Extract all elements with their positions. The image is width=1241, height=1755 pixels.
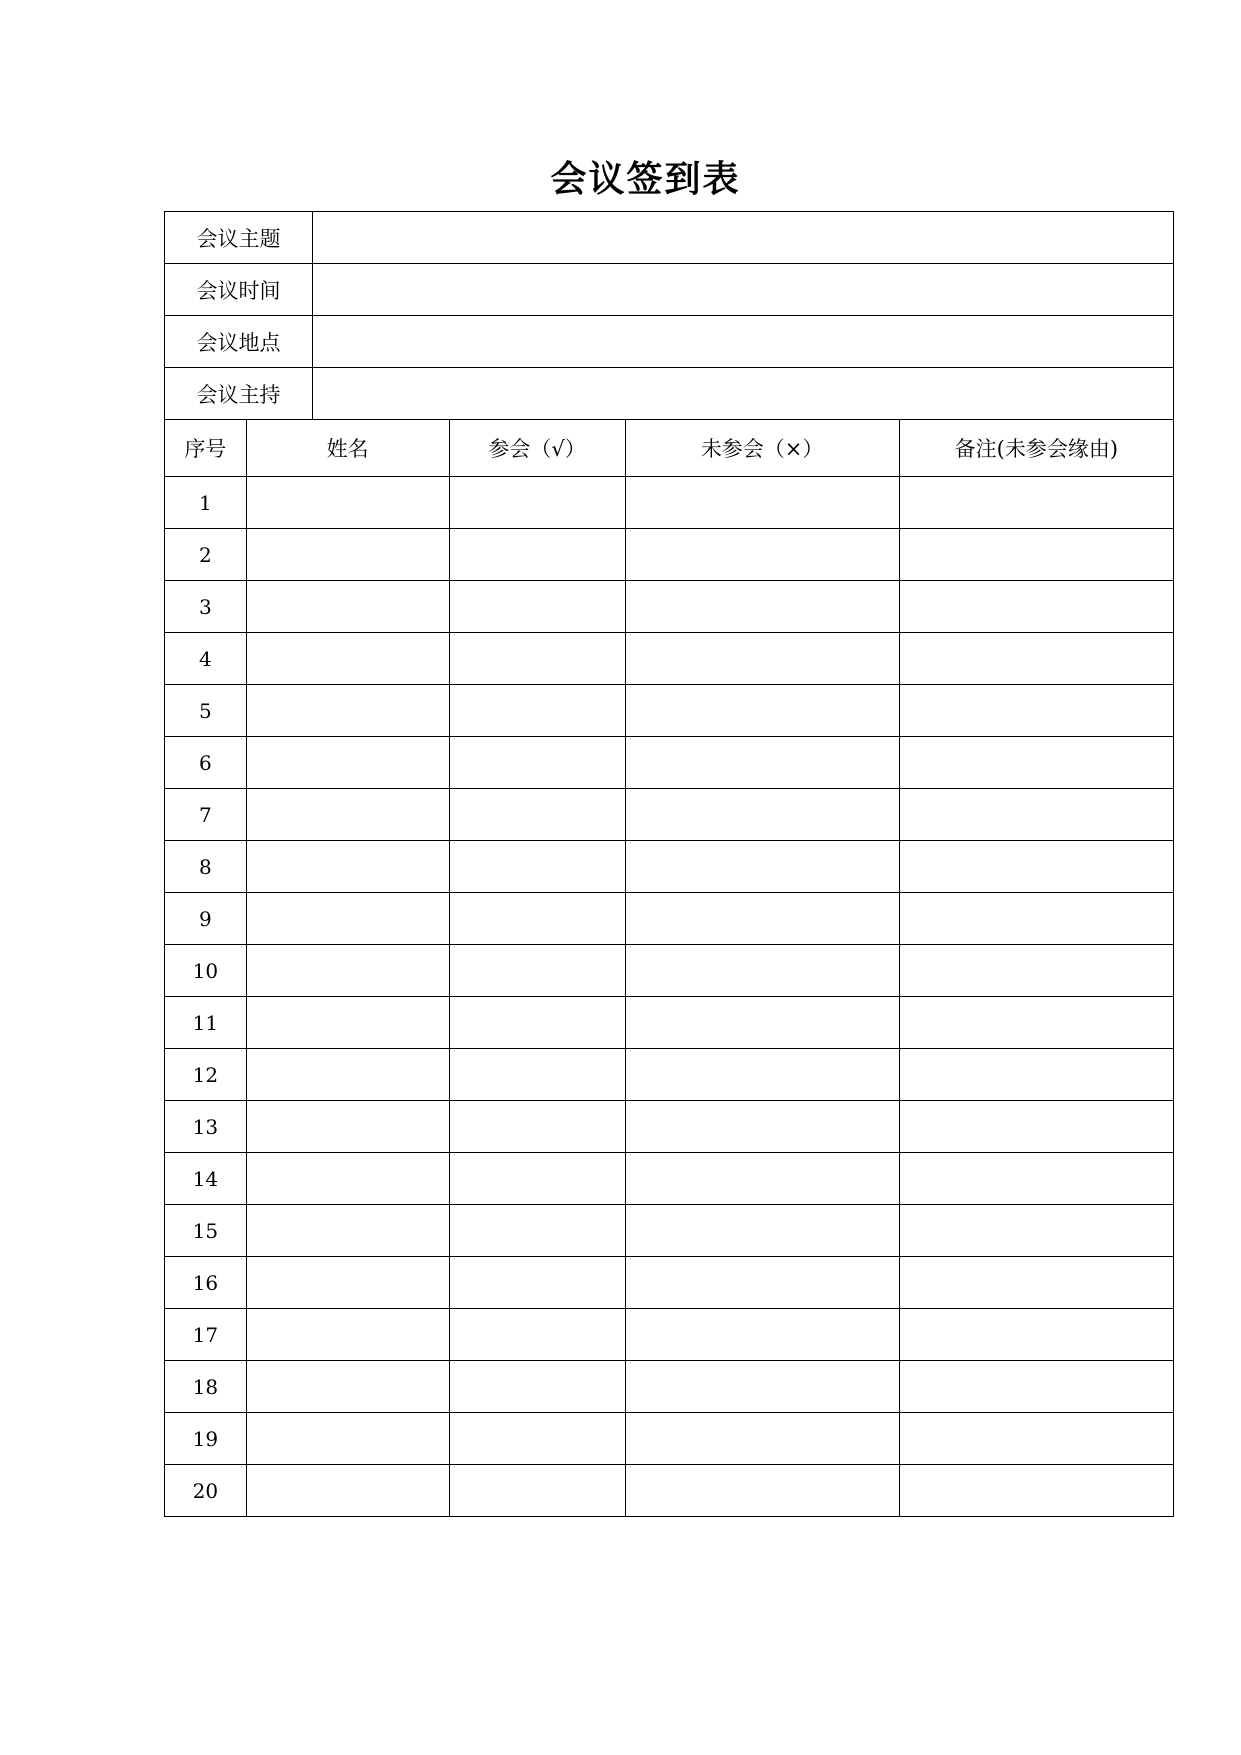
- note-cell[interactable]: [899, 477, 1173, 529]
- present-cell[interactable]: [449, 1049, 625, 1101]
- present-cell[interactable]: [449, 997, 625, 1049]
- absent-cell[interactable]: [625, 1101, 899, 1153]
- absent-cell[interactable]: [625, 685, 899, 737]
- meeting-info-table: [164, 211, 1174, 420]
- note-cell[interactable]: [899, 1413, 1173, 1465]
- table-row: [165, 1465, 1174, 1517]
- name-cell[interactable]: [246, 945, 449, 997]
- absent-cell[interactable]: [625, 1153, 899, 1205]
- note-cell[interactable]: [899, 1153, 1173, 1205]
- present-cell[interactable]: [449, 945, 625, 997]
- row-number-cell: 15: [165, 1205, 247, 1257]
- absent-cell[interactable]: [625, 581, 899, 633]
- absent-cell[interactable]: [625, 529, 899, 581]
- present-cell[interactable]: [449, 1413, 625, 1465]
- info-label-location: 会议地点: [165, 316, 313, 368]
- note-cell[interactable]: [899, 581, 1173, 633]
- table-header-row: [165, 420, 1174, 477]
- row-number-cell: 14: [165, 1153, 247, 1205]
- name-cell[interactable]: [246, 1205, 449, 1257]
- info-value-host[interactable]: [313, 368, 1174, 420]
- row-number-cell: 17: [165, 1309, 247, 1361]
- table-row: [165, 477, 1174, 529]
- signin-table: [164, 419, 1174, 1517]
- name-cell[interactable]: [246, 1101, 449, 1153]
- name-cell[interactable]: [246, 529, 449, 581]
- name-cell[interactable]: [246, 1413, 449, 1465]
- column-header-number: 序号: [165, 420, 247, 477]
- note-cell[interactable]: [899, 1257, 1173, 1309]
- present-cell[interactable]: [449, 789, 625, 841]
- absent-cell[interactable]: [625, 633, 899, 685]
- info-row-host: [165, 368, 1174, 420]
- note-cell[interactable]: [899, 893, 1173, 945]
- row-number-cell: 3: [165, 581, 247, 633]
- table-row: [165, 633, 1174, 685]
- info-row-time: [165, 264, 1174, 316]
- note-cell[interactable]: [899, 789, 1173, 841]
- absent-cell[interactable]: [625, 893, 899, 945]
- note-cell[interactable]: [899, 1101, 1173, 1153]
- table-row: [165, 1361, 1174, 1413]
- name-cell[interactable]: [246, 737, 449, 789]
- table-row: [165, 945, 1174, 997]
- table-row: [165, 893, 1174, 945]
- table-row: [165, 1309, 1174, 1361]
- table-row: [165, 737, 1174, 789]
- table-row: [165, 1101, 1174, 1153]
- present-cell[interactable]: [449, 1257, 625, 1309]
- absent-cell[interactable]: [625, 477, 899, 529]
- present-cell[interactable]: [449, 685, 625, 737]
- name-cell[interactable]: [246, 789, 449, 841]
- info-label-topic: 会议主题: [165, 212, 313, 264]
- name-cell[interactable]: [246, 997, 449, 1049]
- present-cell[interactable]: [449, 893, 625, 945]
- present-cell[interactable]: [449, 1361, 625, 1413]
- row-number-cell: 8: [165, 841, 247, 893]
- column-header-name: 姓名: [246, 420, 449, 477]
- table-row: [165, 789, 1174, 841]
- present-cell[interactable]: [449, 841, 625, 893]
- absent-cell[interactable]: [625, 737, 899, 789]
- info-value-topic[interactable]: [313, 212, 1174, 264]
- absent-cell[interactable]: [625, 1205, 899, 1257]
- row-number-cell: 1: [165, 477, 247, 529]
- table-row: [165, 685, 1174, 737]
- name-cell[interactable]: [246, 685, 449, 737]
- absent-cell[interactable]: [625, 789, 899, 841]
- row-number-cell: 2: [165, 529, 247, 581]
- table-row: [165, 1205, 1174, 1257]
- row-number-cell: 16: [165, 1257, 247, 1309]
- table-row: [165, 1153, 1174, 1205]
- name-cell[interactable]: [246, 841, 449, 893]
- column-header-absent: 未参会（×）: [625, 420, 899, 477]
- table-row: [165, 529, 1174, 581]
- note-cell[interactable]: [899, 737, 1173, 789]
- absent-cell[interactable]: [625, 1465, 899, 1517]
- row-number-cell: 13: [165, 1101, 247, 1153]
- row-number-cell: 4: [165, 633, 247, 685]
- absent-cell[interactable]: [625, 1309, 899, 1361]
- info-label-host: 会议主持: [165, 368, 313, 420]
- absent-cell[interactable]: [625, 997, 899, 1049]
- present-cell[interactable]: [449, 1153, 625, 1205]
- name-cell[interactable]: [246, 1309, 449, 1361]
- note-cell[interactable]: [899, 1309, 1173, 1361]
- present-cell[interactable]: [449, 1309, 625, 1361]
- row-number-cell: 10: [165, 945, 247, 997]
- absent-cell[interactable]: [625, 1361, 899, 1413]
- present-cell[interactable]: [449, 529, 625, 581]
- note-cell[interactable]: [899, 1049, 1173, 1101]
- absent-cell[interactable]: [625, 945, 899, 997]
- note-cell[interactable]: [899, 633, 1173, 685]
- name-cell[interactable]: [246, 633, 449, 685]
- absent-cell[interactable]: [625, 1413, 899, 1465]
- note-cell[interactable]: [899, 841, 1173, 893]
- name-cell[interactable]: [246, 581, 449, 633]
- row-number-cell: 20: [165, 1465, 247, 1517]
- row-number-cell: 7: [165, 789, 247, 841]
- note-cell[interactable]: [899, 945, 1173, 997]
- name-cell[interactable]: [246, 1153, 449, 1205]
- info-row-topic: [165, 212, 1174, 264]
- absent-cell[interactable]: [625, 1049, 899, 1101]
- present-cell[interactable]: [449, 633, 625, 685]
- table-row: [165, 581, 1174, 633]
- info-value-time[interactable]: [313, 264, 1174, 316]
- note-cell[interactable]: [899, 1361, 1173, 1413]
- column-header-note: 备注(未参会缘由): [899, 420, 1173, 477]
- table-row: [165, 997, 1174, 1049]
- name-cell[interactable]: [246, 1049, 449, 1101]
- name-cell[interactable]: [246, 1257, 449, 1309]
- page-title: 会议签到表: [550, 159, 741, 200]
- row-number-cell: 19: [165, 1413, 247, 1465]
- table-row: [165, 1257, 1174, 1309]
- row-number-cell: 6: [165, 737, 247, 789]
- row-number-cell: 9: [165, 893, 247, 945]
- note-cell[interactable]: [899, 997, 1173, 1049]
- name-cell[interactable]: [246, 477, 449, 529]
- name-cell[interactable]: [246, 893, 449, 945]
- absent-cell[interactable]: [625, 1257, 899, 1309]
- present-cell[interactable]: [449, 581, 625, 633]
- present-cell[interactable]: [449, 737, 625, 789]
- row-number-cell: 11: [165, 997, 247, 1049]
- name-cell[interactable]: [246, 1465, 449, 1517]
- info-label-time: 会议时间: [165, 264, 313, 316]
- info-row-location: [165, 316, 1174, 368]
- row-number-cell: 5: [165, 685, 247, 737]
- info-value-location[interactable]: [313, 316, 1174, 368]
- column-header-present: 参会（√）: [449, 420, 625, 477]
- present-cell[interactable]: [449, 1205, 625, 1257]
- table-row: [165, 1049, 1174, 1101]
- present-cell[interactable]: [449, 1465, 625, 1517]
- table-row: [165, 1413, 1174, 1465]
- note-cell[interactable]: [899, 685, 1173, 737]
- present-cell[interactable]: [449, 477, 625, 529]
- present-cell[interactable]: [449, 1101, 625, 1153]
- note-cell[interactable]: [899, 1205, 1173, 1257]
- row-number-cell: 18: [165, 1361, 247, 1413]
- name-cell[interactable]: [246, 1361, 449, 1413]
- absent-cell[interactable]: [625, 841, 899, 893]
- table-row: [165, 841, 1174, 893]
- note-cell[interactable]: [899, 1465, 1173, 1517]
- note-cell[interactable]: [899, 529, 1173, 581]
- row-number-cell: 12: [165, 1049, 247, 1101]
